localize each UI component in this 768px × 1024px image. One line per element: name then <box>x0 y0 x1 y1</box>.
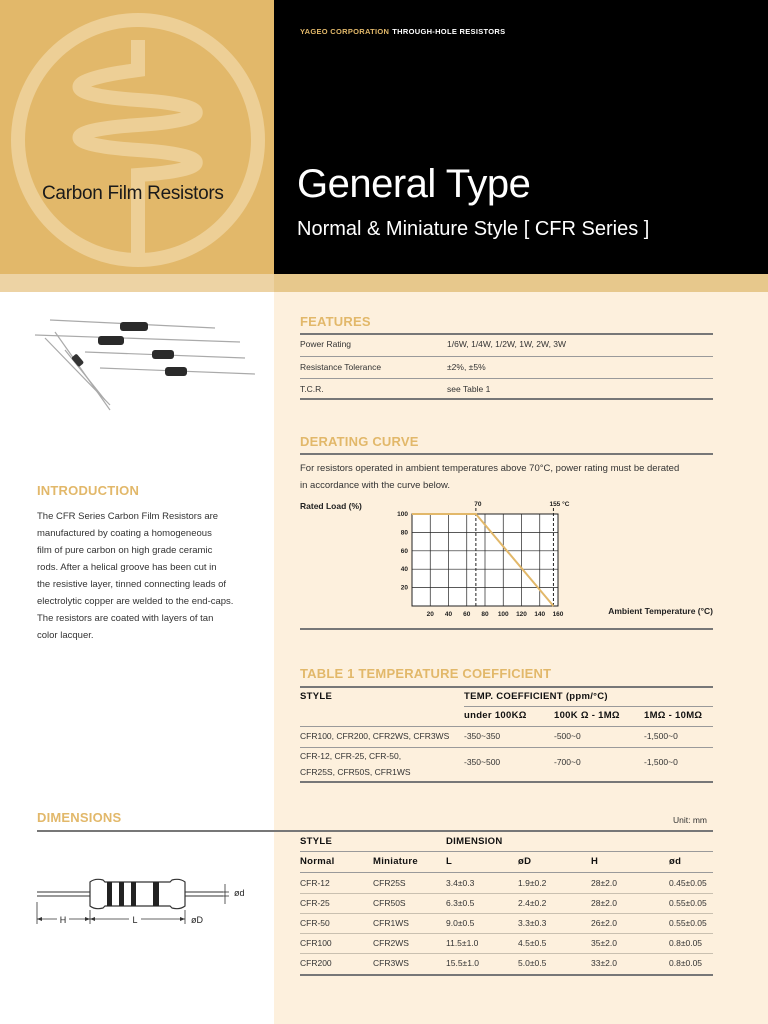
table-cell: -350~500 <box>464 757 501 767</box>
text-line: manufactured by coating a homogeneous <box>37 528 212 539</box>
dim-col-header: øD <box>518 856 532 867</box>
dim-table-cell: 15.5±1.0 <box>446 958 480 968</box>
derating-heading: DERATING CURVE <box>300 434 419 449</box>
divider <box>300 872 713 873</box>
table-cell: -500~0 <box>554 731 581 741</box>
table-subheader: 1MΩ - 10MΩ <box>644 710 703 721</box>
y-tick-label: 100 <box>397 511 408 518</box>
text-line: electrolytic copper are welded to the end-caps. <box>37 596 234 607</box>
table-cell: -1,500~0 <box>644 757 678 767</box>
dim-table-cell: CFR50S <box>373 898 406 908</box>
feature-row <box>300 334 713 356</box>
x-tick-label: 40 <box>444 611 453 618</box>
divider <box>300 933 713 934</box>
dim-table-cell: 35±2.0 <box>591 938 617 948</box>
table-cell: CFR25S, CFR50S, CFR1WS <box>300 767 411 777</box>
table-cell: CFR100, CFR200, CFR2WS, CFR3WS <box>300 731 450 741</box>
logo-watermark <box>0 0 274 274</box>
table-cell: -1,500~0 <box>644 731 678 741</box>
x-tick-label: 80 <box>481 611 489 618</box>
table1-heading: TABLE 1 TEMPERATURE COEFFICIENT <box>300 666 552 681</box>
dim-col-header: H <box>591 856 599 867</box>
dim-table-cell: 11.5±1.0 <box>446 938 479 948</box>
table-header-style: STYLE <box>300 691 333 702</box>
dim-col-header: Miniature <box>373 856 418 867</box>
diagram-label-l: L <box>132 915 138 925</box>
features-heading: FEATURES <box>300 314 371 329</box>
header-band-right <box>274 274 768 292</box>
resistors-photo <box>30 310 255 420</box>
divider <box>300 974 713 976</box>
divider <box>300 851 713 852</box>
dim-table-cell: 33±2.0 <box>591 958 617 968</box>
dim-col-header: Normal <box>300 856 335 867</box>
table-cell: -700~0 <box>554 757 581 767</box>
text-line: in accordance with the curve below. <box>300 480 450 491</box>
dim-table-cell: 28±2.0 <box>591 878 617 888</box>
dim-table-cell: 0.8±0.05 <box>669 958 703 968</box>
divider <box>300 398 713 400</box>
diagram-label-h: H <box>59 915 67 925</box>
dim-table-cell: CFR-50 <box>300 918 330 928</box>
page-subtitle: Normal & Miniature Style [ CFR Series ] <box>297 218 650 240</box>
dim-table-cell: CFR1WS <box>373 918 409 928</box>
divider <box>300 913 713 914</box>
x-tick-label: 100 <box>497 611 509 618</box>
feature-key: T.C.R. <box>300 384 324 394</box>
dim-table-cell: 2.4±0.2 <box>518 898 547 908</box>
dim-table-cell: 3.4±0.3 <box>446 878 475 888</box>
text-line: the resistive layer, tinned connecting leads of <box>37 579 227 590</box>
feature-key: Power Rating <box>300 339 352 349</box>
resistor-dimension-diagram <box>35 872 255 932</box>
header-band-left <box>0 274 274 292</box>
dim-table-cell: 1.9±0.2 <box>518 878 547 888</box>
text-line: For resistors operated in ambient temperatures above 70°C, power rating must be derated <box>300 463 680 474</box>
dim-table-cell: 0.8±0.05 <box>669 938 703 948</box>
feature-value: ±2%, ±5% <box>447 362 486 372</box>
annotation-70: 70 <box>474 501 482 508</box>
dim-table-cell: 3.3±0.3 <box>518 918 547 928</box>
y-tick-label: 40 <box>400 566 408 574</box>
diagram-label-od-body: øD <box>191 915 203 925</box>
divider <box>464 706 713 707</box>
divider <box>300 781 713 783</box>
dim-table-cell: 0.55±0.05 <box>669 918 707 928</box>
dim-table-cell: 0.55±0.05 <box>669 898 707 908</box>
unit-label: Unit: mm <box>673 815 707 825</box>
table-cell: -350~350 <box>464 731 501 741</box>
x-tick-label: 60 <box>463 611 471 618</box>
y-tick-label: 60 <box>400 547 408 555</box>
table-subheader: under 100KΩ <box>464 710 527 721</box>
x-tick-label: 140 <box>534 611 546 618</box>
corporation-name: YAGEO CORPORATION <box>300 27 390 36</box>
dim-table-cell: 0.45±0.05 <box>669 878 707 888</box>
x-axis-label: Ambient Temperature (°C) <box>608 606 713 616</box>
y-tick-label: 80 <box>400 529 408 537</box>
dimensions-heading: DIMENSIONS <box>37 810 122 825</box>
dim-table-cell: 5.0±0.5 <box>518 958 547 968</box>
table-cell: CFR-12, CFR-25, CFR-50, <box>300 751 402 761</box>
text-line: The CFR Series Carbon Film Resistors are <box>37 511 219 522</box>
dim-table-cell: CFR-25 <box>300 898 330 908</box>
product-family-title: Carbon Film Resistors <box>42 183 224 204</box>
divider <box>300 686 713 688</box>
dim-table-cell: CFR3WS <box>373 958 409 968</box>
feature-key: Resistance Tolerance <box>300 362 382 372</box>
dim-table-cell: CFR-12 <box>300 878 330 888</box>
derating-chart <box>296 494 716 622</box>
dim-header-style: STYLE <box>300 836 333 847</box>
content-panel <box>274 292 768 1024</box>
header-left-panel <box>0 0 274 274</box>
dim-col-header: ød <box>669 856 682 867</box>
divider <box>300 747 713 748</box>
dim-table-cell: CFR100 <box>300 938 332 948</box>
y-tick-label: 20 <box>400 584 408 592</box>
text-line: The resistors are coated with layers of tan <box>37 613 214 624</box>
table-header-tc: TEMP. COEFFICIENT (ppm/°C) <box>464 691 608 702</box>
dim-table-cell: 26±2.0 <box>591 918 617 928</box>
x-tick-label: 160 <box>552 611 564 618</box>
dim-table-cell: CFR200 <box>300 958 332 968</box>
category-name: THROUGH-HOLE RESISTORS <box>392 27 506 36</box>
text-line: rods. After a helical groove has been cut in <box>37 562 217 573</box>
divider <box>37 830 713 832</box>
text-line: film of pure carbon on high grade ceramic <box>37 545 213 556</box>
introduction-text <box>37 508 262 644</box>
divider <box>300 893 713 894</box>
dim-table-cell: 28±2.0 <box>591 898 617 908</box>
y-axis-label: Rated Load (%) <box>300 501 362 511</box>
dim-table-cell: CFR25S <box>373 878 406 888</box>
dim-col-header: L <box>446 856 453 867</box>
breadcrumb <box>300 27 505 36</box>
feature-row <box>300 357 713 379</box>
dim-table-cell: 9.0±0.5 <box>446 918 475 928</box>
page-title: General Type <box>297 162 531 206</box>
divider <box>300 453 713 455</box>
dim-table-cell: 4.5±0.5 <box>518 938 547 948</box>
text-line: color lacquer. <box>37 630 94 641</box>
divider <box>300 628 713 630</box>
divider <box>300 953 713 954</box>
diagram-label-od-lead: ød <box>234 888 245 898</box>
derating-text <box>300 460 714 494</box>
dim-table-cell: 6.3±0.5 <box>446 898 475 908</box>
annotation-155: 155 °C <box>549 501 570 508</box>
x-tick-label: 120 <box>516 611 527 618</box>
table-subheader: 100K Ω - 1MΩ <box>554 710 620 721</box>
divider <box>300 726 713 727</box>
dim-header-dimension: DIMENSION <box>446 836 503 847</box>
feature-value: see Table 1 <box>447 384 491 394</box>
introduction-heading: INTRODUCTION <box>37 483 140 498</box>
dim-table-cell: CFR2WS <box>373 938 409 948</box>
x-tick-label: 20 <box>426 611 434 618</box>
feature-value: 1/6W, 1/4W, 1/2W, 1W, 2W, 3W <box>447 339 567 349</box>
